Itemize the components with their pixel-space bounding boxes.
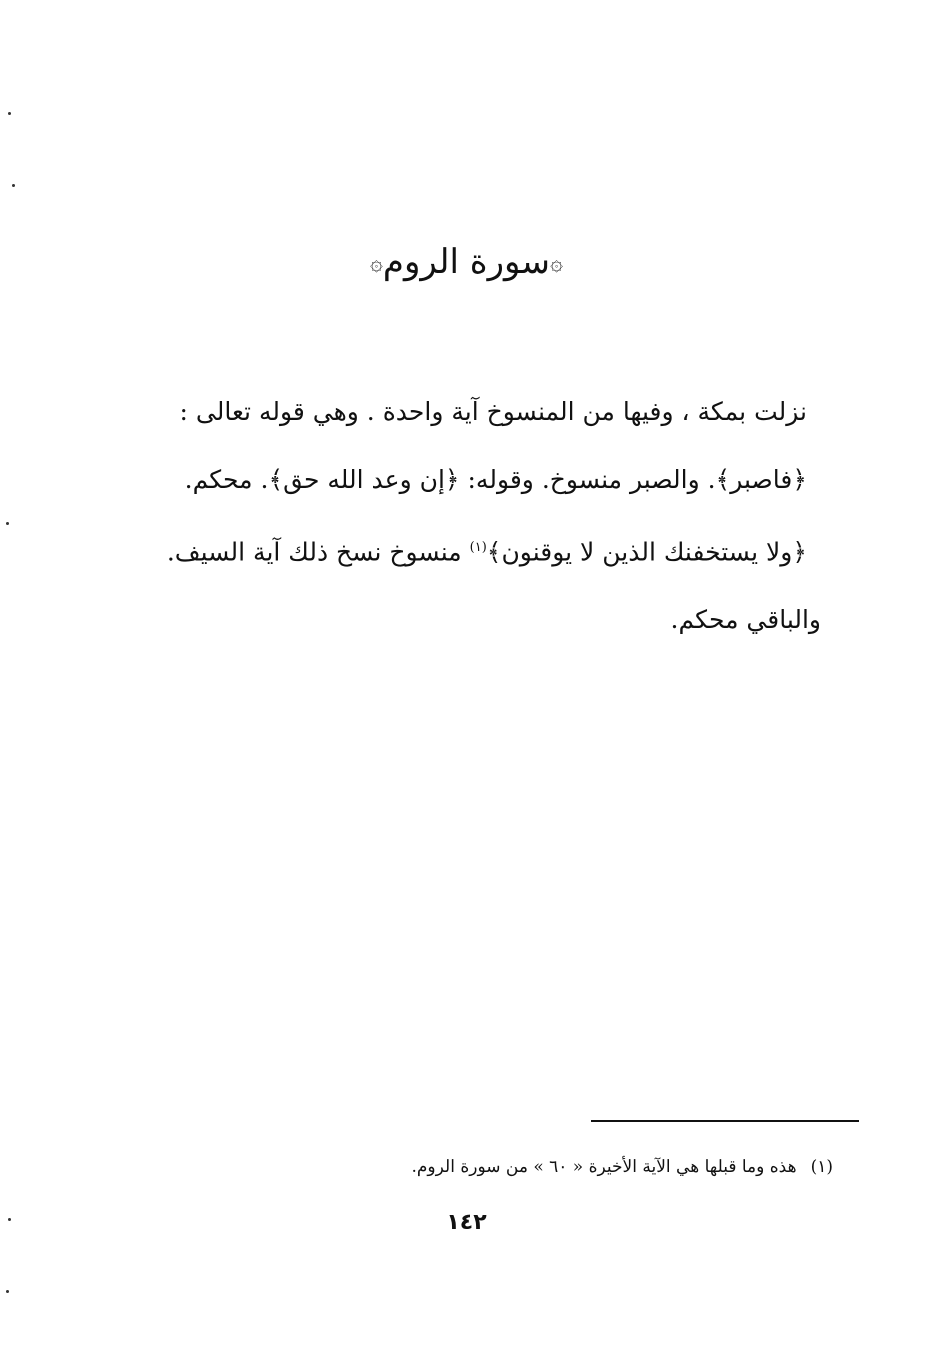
scan-speck: [8, 112, 11, 115]
scan-speck: [12, 184, 15, 187]
body-text: [101, 378, 821, 654]
page-number: ١٤٢: [446, 1210, 487, 1235]
scan-speck: [6, 522, 9, 525]
scan-speck: [6, 1290, 9, 1293]
footnote: [273, 1150, 833, 1184]
body-line-3-rest: منسوخ نسخ ذلك آية السيف.: [166, 537, 470, 567]
title-text: سورة الروم: [382, 242, 551, 282]
body-line-3: [101, 514, 821, 586]
surah-title: [0, 232, 933, 294]
footnote-reference: (١): [469, 540, 487, 555]
body-line-2: ﴿فاصبر﴾. والصبر منسوخ. وقوله: ﴿إن وعد الله حق﴾. محكم.: [184, 465, 807, 494]
quran-quote: ﴿ولا يستخفنك الذين لا يوقنون﴾: [486, 537, 807, 567]
title-ornament-close: ۞: [370, 251, 383, 276]
footnote-separator: [591, 1120, 859, 1122]
body-line-1: نزلت بمكة ، وفيها من المنسوخ آية واحدة . وهي قوله تعالى :: [179, 397, 807, 426]
footnote-text: هذه وما قبلها هي الآية الأخيرة « ٦٠ » من سورة الروم.: [411, 1157, 797, 1177]
body-line-4: والباقي محكم.: [670, 605, 821, 635]
title-ornament-open: ۞: [550, 251, 563, 276]
footnote-number: (١): [810, 1157, 833, 1177]
